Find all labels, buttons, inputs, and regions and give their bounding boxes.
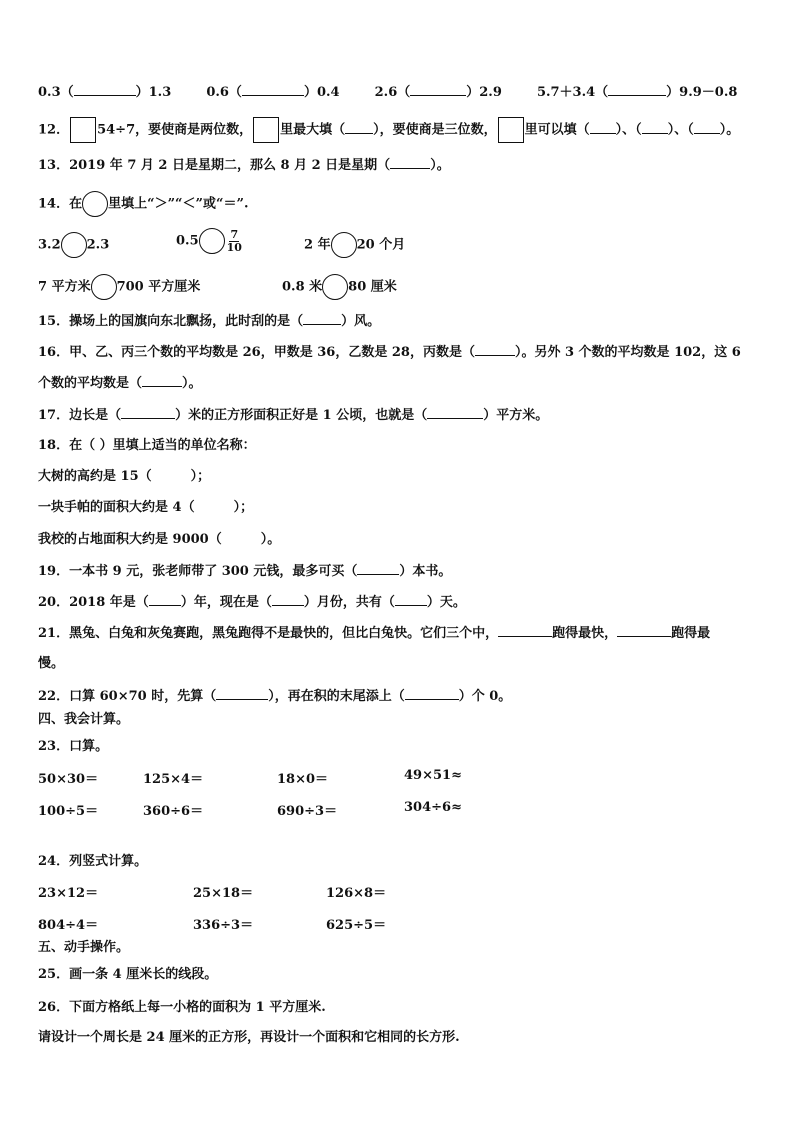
q11-item-1: 0.3（ ）1.3 — [38, 85, 171, 100]
q23-cell: 49×51≈ — [404, 768, 462, 783]
question-14: 14．在 里填上“＞”“＜”或“＝”. — [38, 191, 249, 217]
question-15: 15．操场上的国旗向东北飘扬，此时刮的是（ ）风。 — [38, 311, 380, 332]
question-19: 19．一本书 9 元，张老师带了 300 元钱，最多可买（ ）本书。 — [38, 561, 451, 582]
q11-item-3: 2.6（ ）2.9 — [375, 85, 502, 100]
answer-blank[interactable] — [590, 120, 616, 134]
question-16-cont: 个数的平均数是（ ）。 — [38, 373, 202, 394]
compare-circle[interactable] — [199, 228, 225, 254]
question-17: 17．边长是（ ）米的正方形面积正好是 1 公顷，也就是（ ）平方米。 — [38, 405, 548, 426]
answer-blank[interactable] — [642, 120, 668, 134]
q14-item-3: 2 年 20 个月 — [304, 232, 405, 258]
question-21: 21．黑兔、白兔和灰兔赛跑，黑兔跑得不是最快的，但比白兔快。它们三个中， 跑得最快， 跑得最 — [38, 623, 710, 644]
question-16: 16．甲、乙、丙三个数的平均数是 26，甲数是 36，乙数是 28，丙数是（ ）。另外 3 个数的平均数是 102，这 6 — [38, 342, 741, 363]
question-26-instruction: 请设计一个周长是 24 厘米的正方形，再设计一个面积和它相同的长方形. — [38, 1030, 460, 1045]
answer-blank[interactable] — [345, 120, 373, 134]
question-18-line-2: 一块手帕的面积大约是 4（ ）； — [38, 500, 254, 515]
question-18-line-1: 大树的高约是 15（ ）； — [38, 469, 211, 484]
question-13: 13．2019 年 7 月 2 日是星期二，那么 8 月 2 日是星期（ ）。 — [38, 155, 450, 176]
q23-cell: 304÷6≈ — [404, 800, 462, 815]
q24-cell: 25×18＝ — [193, 886, 254, 901]
compare-circle[interactable] — [82, 191, 108, 217]
answer-square-box[interactable] — [253, 117, 279, 143]
answer-square-box[interactable] — [498, 117, 524, 143]
q23-cell: 690÷3＝ — [277, 804, 338, 819]
q14-item-2: 0.5 $\frac{7}{10}$ — [176, 227, 242, 254]
q24-cell: 336÷3＝ — [193, 918, 254, 933]
q11-item-2: 0.6（ ）0.4 — [206, 85, 339, 100]
answer-blank[interactable] — [617, 623, 671, 637]
answer-blank[interactable] — [694, 120, 720, 134]
answer-blank[interactable] — [142, 373, 182, 387]
q24-cell: 625÷5＝ — [326, 918, 387, 933]
answer-blank[interactable] — [427, 405, 483, 419]
q11-row — [38, 82, 737, 103]
q11-item-4: 5.7＋3.4（ ）9.9－0.8 — [537, 85, 737, 100]
answer-blank[interactable] — [121, 405, 175, 419]
compare-circle[interactable] — [322, 274, 348, 300]
answer-blank[interactable] — [410, 82, 466, 96]
q23-cell: 100÷5＝ — [38, 804, 99, 819]
compare-circle[interactable] — [91, 274, 117, 300]
question-24-title: 24．列竖式计算。 — [38, 854, 148, 869]
question-21-cont: 慢。 — [38, 656, 65, 671]
section-5-heading: 五、动手操作。 — [38, 940, 130, 955]
compare-circle[interactable] — [331, 232, 357, 258]
q14-item-1: 3.2 2.3 — [38, 232, 109, 258]
q14-item-5: 0.8 米 80 厘米 — [282, 274, 397, 300]
answer-blank[interactable] — [149, 592, 181, 606]
question-12: 12． 54÷7，要使商是两位数， 里最大填（ ），要使商是三位数， 里可以填（ ）、（ ）、（ ）。 — [38, 117, 739, 143]
question-23-title: 23．口算。 — [38, 739, 109, 754]
answer-square-box[interactable] — [70, 117, 96, 143]
answer-blank[interactable] — [390, 155, 430, 169]
q24-cell: 126×8＝ — [326, 886, 387, 901]
answer-blank[interactable] — [272, 592, 304, 606]
q23-cell: 360÷6＝ — [143, 804, 204, 819]
q24-cell: 23×12＝ — [38, 886, 99, 901]
q23-cell: 125×4＝ — [143, 772, 204, 787]
answer-blank[interactable] — [475, 342, 515, 356]
compare-circle[interactable] — [61, 232, 87, 258]
answer-blank[interactable] — [74, 82, 136, 96]
question-22: 22．口算 60×70 时，先算（ ），再在积的末尾添上（ ）个 0。 — [38, 686, 511, 707]
question-18-line-3: 我校的占地面积大约是 9000（ ）。 — [38, 532, 281, 547]
question-25: 25．画一条 4 厘米长的线段。 — [38, 967, 218, 982]
question-18-title: 18．在（ ）里填上适当的单位名称： — [38, 438, 256, 453]
answer-blank[interactable] — [405, 686, 459, 700]
fraction: $\frac{7}{10}$ — [226, 227, 242, 254]
question-26: 26．下面方格纸上每一小格的面积为 1 平方厘米. — [38, 1000, 326, 1015]
answer-blank[interactable] — [303, 311, 341, 325]
question-20: 20．2018 年是（ ）年，现在是（ ）月份，共有（ ）天。 — [38, 592, 466, 613]
answer-blank[interactable] — [242, 82, 304, 96]
q14-item-4: 7 平方米 700 平方厘米 — [38, 274, 200, 300]
q24-cell: 804÷4＝ — [38, 918, 99, 933]
answer-blank[interactable] — [395, 592, 427, 606]
answer-blank[interactable] — [216, 686, 268, 700]
answer-blank[interactable] — [498, 623, 552, 637]
q23-cell: 18×0＝ — [277, 772, 329, 787]
answer-blank[interactable] — [608, 82, 666, 96]
answer-blank[interactable] — [357, 561, 399, 575]
q23-cell: 50×30＝ — [38, 772, 99, 787]
section-4-heading: 四、我会计算。 — [38, 712, 130, 727]
